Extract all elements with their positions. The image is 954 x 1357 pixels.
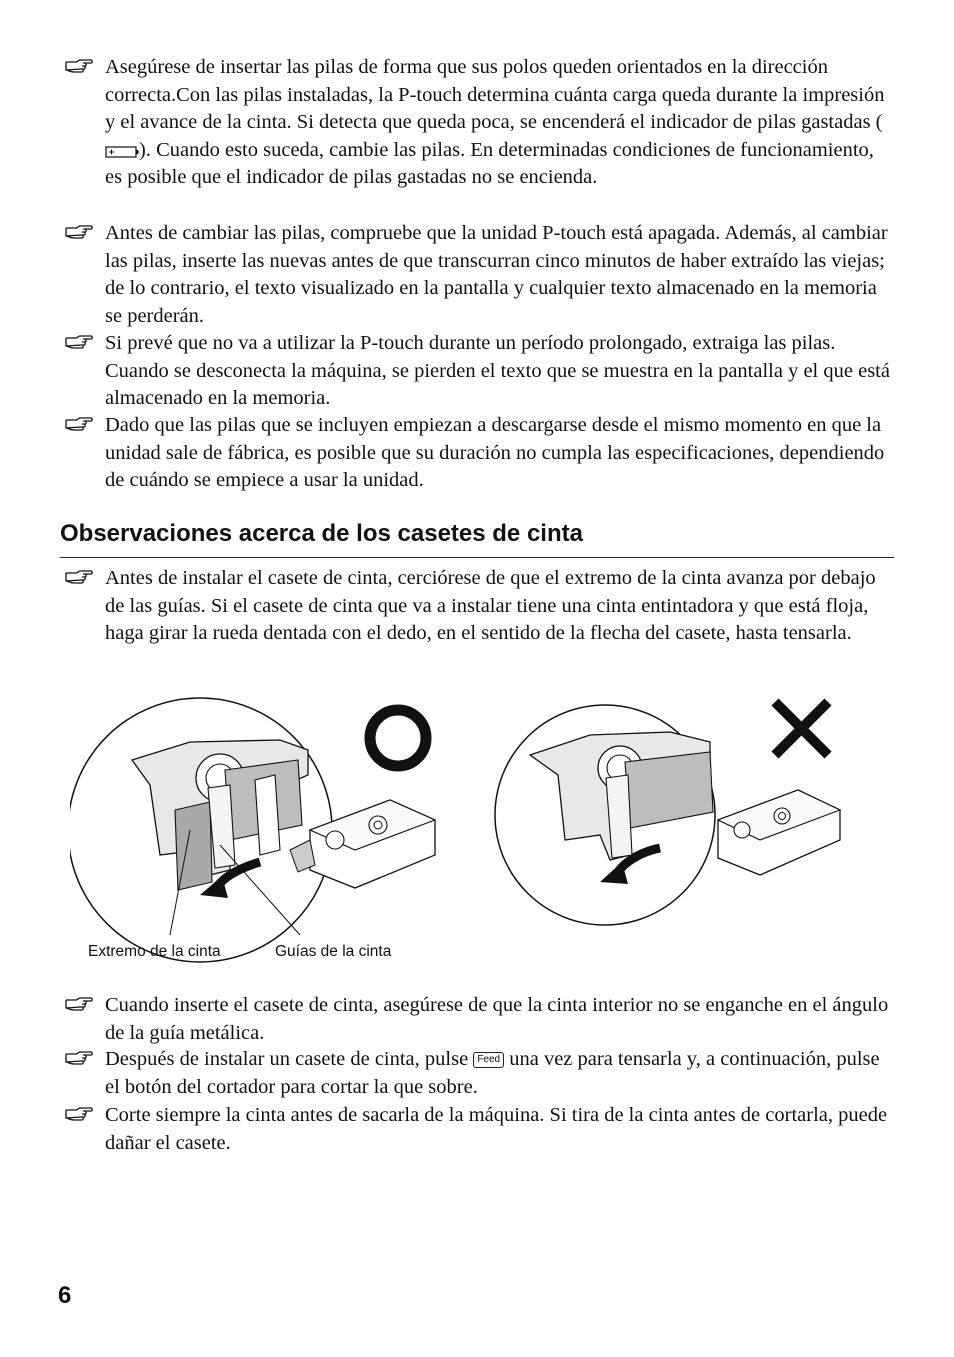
- note-text-before: Después de instalar un casete de cinta, pulse: [105, 1048, 474, 1070]
- pointing-hand-icon: [64, 330, 94, 352]
- figure-caption-tape-guides: Guías de la cinta: [275, 943, 392, 960]
- note-item: [64, 330, 894, 413]
- note-text: Antes de cambiar las pilas, compruebe que la unidad P-touch está apagada. Además, al cambiar las pilas, inserte las nuevas antes de que transcurran cinco minutos de haber extraído las viejas; de lo contrario, el texto visualizado en la pantalla y cualquier texto almacenado en la memoria se perderán.: [105, 222, 888, 327]
- note-item: [64, 1046, 894, 1101]
- pointing-hand-icon: [64, 220, 94, 242]
- incorrect-installation-illustration: [495, 705, 715, 925]
- cassette-installation-figure: [70, 690, 870, 980]
- note-text-after: una vez para tensarla y, a continuación, pulse el botón del cortador para cortar la que sobre.: [105, 1048, 880, 1098]
- note-text: Si prevé que no va a utilizar la P-touch durante un período prolongado, extraiga las pilas. Cuando se desconecta la máquina, se pierden el texto que se muestra en la pantalla y el que está almacenado en la memoria.: [105, 332, 890, 410]
- note-text: Dado que las pilas que se incluyen empiezan a descargarse desde el mismo momento en que la unidad sale de fábrica, es posible que su duración no cumpla las especificaciones, dependiendo de cuándo se empiece a usar la unidad.: [105, 414, 885, 492]
- note-item: [64, 992, 894, 1047]
- note-item: [64, 220, 894, 330]
- note-item: [64, 1102, 894, 1157]
- note-item: [64, 54, 894, 192]
- circle-mark-icon: [370, 710, 426, 766]
- heading-rule: [60, 557, 894, 558]
- cross-mark-icon: [775, 702, 828, 755]
- correct-installation-illustration: [70, 698, 332, 962]
- tape-cassette-illustration: [718, 790, 840, 875]
- pointing-hand-icon: [64, 992, 94, 1014]
- feed-key-icon: Feed: [473, 1052, 504, 1068]
- low-battery-icon: [105, 145, 139, 159]
- note-text: [105, 1046, 894, 1101]
- pointing-hand-icon: [64, 412, 94, 434]
- note-item: [64, 565, 894, 648]
- pointing-hand-icon: [64, 565, 94, 587]
- pointing-hand-icon: [64, 54, 94, 76]
- note-text: [105, 54, 894, 192]
- note-text: Corte siempre la cinta antes de sacarla de la máquina. Si tira de la cinta antes de cortarla, puede dañar el casete.: [105, 1104, 888, 1154]
- note-item: [64, 412, 894, 495]
- figure-caption-tape-end: Extremo de la cinta: [88, 943, 221, 960]
- pointing-hand-icon: [64, 1046, 94, 1068]
- note-text-after: ). Cuando esto suceda, cambie las pilas. En determinadas condiciones de funcionamiento, es posible que el indicador de pilas gastadas no se encienda.: [105, 138, 874, 189]
- note-text-before: Asegúrese de insertar las pilas de forma que sus polos queden orientados en la dirección correcta.Con las pilas instaladas, la P-touch determina cuánta carga queda durante la impresión y el avance de la cinta. Si detecta que queda poca, se encenderá el indicador de pilas gastadas (: [105, 56, 885, 134]
- note-text: Cuando inserte el casete de cinta, asegúrese de que la cinta interior no se enganche en el ángulo de la guía metálica.: [105, 994, 889, 1044]
- section-heading: Observaciones acerca de los casetes de cinta: [60, 520, 583, 547]
- note-text: Antes de instalar el casete de cinta, cerciórese de que el extremo de la cinta avanza por debajo de las guías. Si el casete de cinta que va a instalar tiene una cinta entintadora y que está floja, haga girar la rueda dentada con el dedo, en el sentido de la flecha del casete, hasta tensarla.: [105, 567, 876, 645]
- page-number: 6: [58, 1282, 72, 1309]
- pointing-hand-icon: [64, 1102, 94, 1124]
